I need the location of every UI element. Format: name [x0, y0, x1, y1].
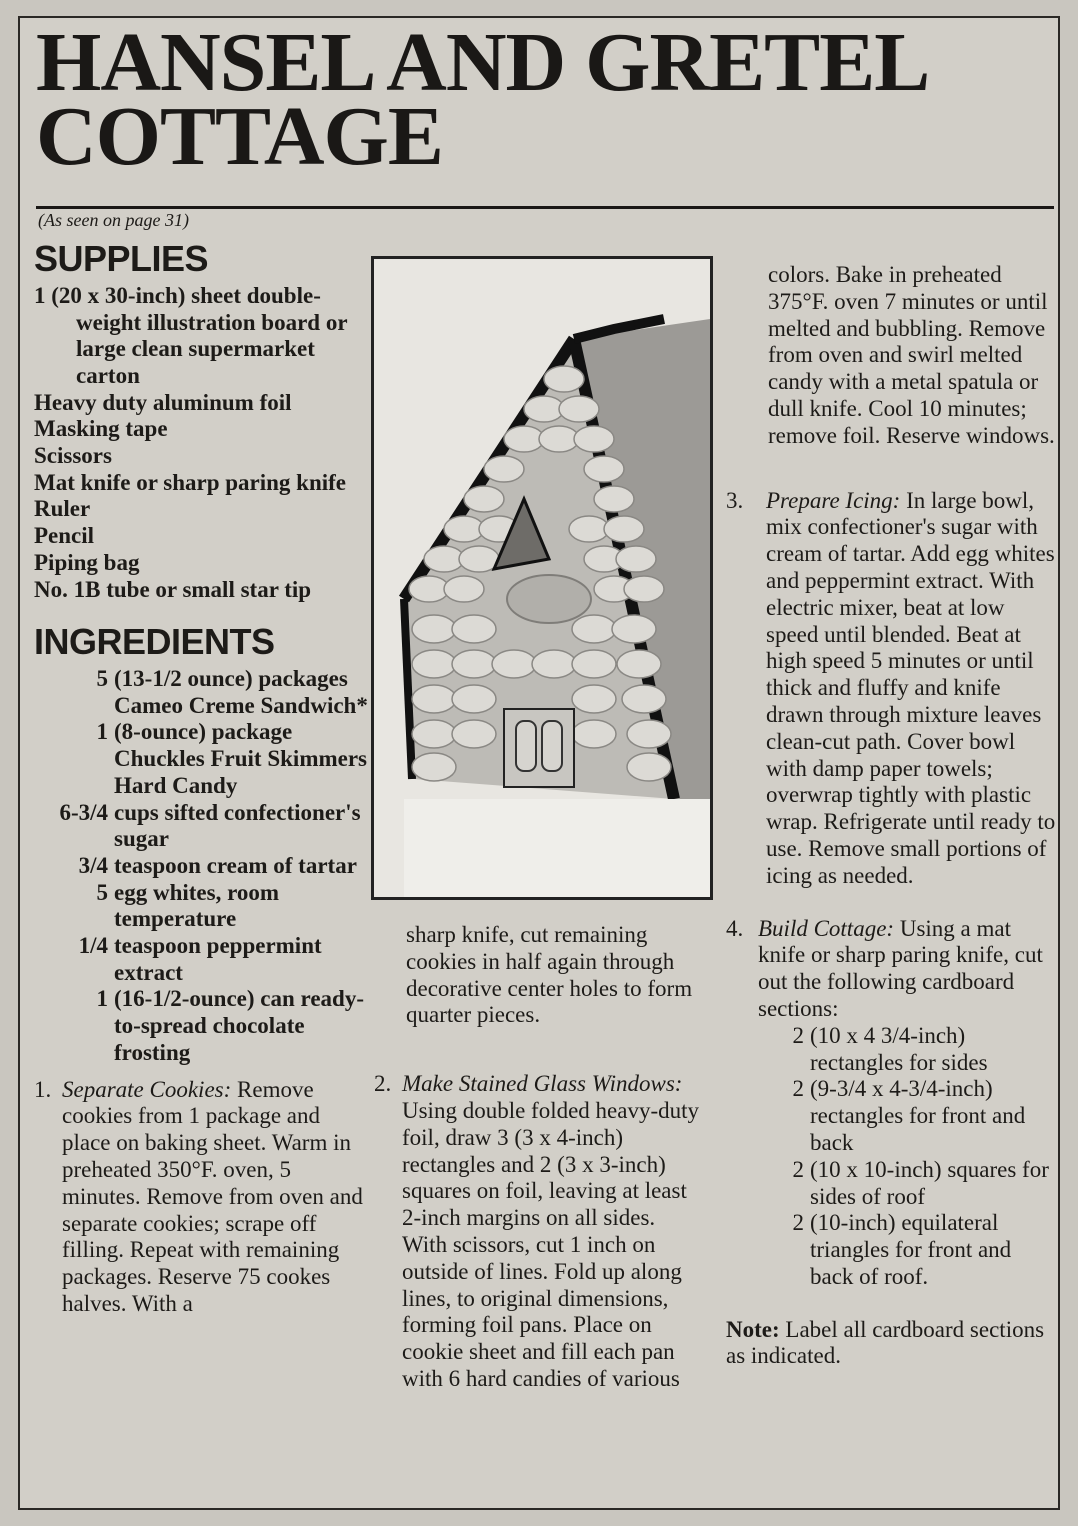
supply-item: No. 1B tube or small star tip — [34, 576, 312, 602]
section-text: (10 x 4 3/4-inch) rectangles for sides — [810, 1022, 988, 1075]
ingredient-qty: 1 — [96, 986, 108, 1012]
ingredient-row — [34, 800, 374, 853]
supply-item: Masking tape — [34, 416, 168, 442]
supply-item: Ruler — [34, 496, 91, 522]
ingredient-text: (13-1/2 ounce) packages Cameo Creme Sandwich* — [114, 666, 368, 718]
ingredient-row — [34, 719, 374, 799]
title-rule — [36, 206, 1054, 209]
ingredient-qty: 3/4 — [78, 852, 108, 878]
ingredient-text: cups sifted confectioner's sugar — [114, 799, 361, 852]
middle-column — [374, 922, 704, 1393]
ingredient-text: teaspoon cream of tartar — [114, 852, 357, 878]
step-4 — [726, 916, 1056, 1023]
ingredient-qty: 1 — [96, 719, 108, 745]
ingredients-heading: INGREDIENTS — [34, 621, 275, 663]
section-row — [726, 1023, 1056, 1077]
step-1-continued: sharp knife, cut remaining cookies in half again through decorative center holes to form quarter pieces. — [406, 922, 693, 1028]
cottage-photo — [371, 256, 713, 900]
ingredient-qty: 5 — [96, 666, 108, 692]
title-line-1: HANSEL AND GRETEL — [36, 16, 930, 109]
step-number: 2. — [374, 1071, 392, 1097]
ingredient-row — [34, 853, 374, 880]
step-text: Using double folded heavy-duty foil, draw 3 (3 x 4-inch) rectangles and 2 (3 x 3-inch) squares on foil, leaving at least 2-inch margins on all sides. With scissors, cut 1 inch on outside of lines. Fold up along lines, to original dimensions, forming foil pans. Place on cookie sheet and fill each pan with 6 hard candies of various — [402, 1097, 700, 1391]
note — [726, 1317, 1056, 1371]
step-number: 4. — [726, 915, 744, 941]
step-number: 1. — [34, 1076, 52, 1102]
page-title — [36, 16, 1016, 183]
step-title: Build Cottage: — [758, 915, 895, 941]
page-reference: (As seen on page 31) — [38, 210, 189, 230]
section-qty: 2 — [792, 1210, 804, 1236]
step-number: 3. — [726, 487, 744, 513]
ingredient-text: egg whites, room temperature — [114, 879, 280, 932]
ingredient-text: teaspoon peppermint extract — [114, 933, 322, 985]
section-text: (9-3/4 x 4-3/4-inch) rectangles for front and back — [810, 1076, 1026, 1155]
note-text: Label all cardboard sections as indicated. — [726, 1316, 1045, 1369]
step-2-continued: colors. Bake in preheated 375°F. oven 7 minutes or until melted and bubbling. Remove from oven and swirl melted candy with a metal spatula or dull knife. Cool 10 minutes; remove foil. Reserve windows. — [768, 262, 1055, 448]
ingredient-row — [34, 933, 374, 986]
step-title: Separate Cookies: — [62, 1076, 232, 1102]
supply-item: Heavy duty aluminum foil — [34, 389, 292, 415]
ingredient-qty: 1/4 — [78, 933, 108, 959]
supply-item: Mat knife or sharp paring knife — [34, 469, 347, 495]
step-3 — [726, 488, 1056, 890]
section-text: (10 x 10-inch) squares for sides of roof — [810, 1156, 1049, 1209]
section-row — [726, 1076, 1056, 1156]
ingredient-qty: 5 — [96, 879, 108, 905]
ingredient-qty: 6-3/4 — [59, 799, 108, 825]
step-text: In large bowl, mix confectioner's sugar with cream of tartar. Add egg whites and peppermint extract. With electric mixer, beat at low speed until blended. Beat at high speed 5 minutes or until thick and fluffy and knife drawn through mixture leaves clean-cut path. Cover bowl with damp paper towels; overwrap tightly with plastic wrap. Refrigerate until ready to use. Remove small portions of icing as needed. — [766, 487, 1056, 888]
title-line-2: COTTAGE — [36, 90, 443, 183]
ingredient-text: (8-ounce) package Chuckles Fruit Skimmers Hard Candy — [114, 719, 367, 798]
ingredients-list — [34, 666, 374, 1067]
gingerbread-cottage-illustration — [374, 259, 710, 897]
section-qty: 2 — [792, 1076, 804, 1102]
step-text: Remove cookies from 1 package and place on baking sheet. Warm in preheated 350°F. oven, 5 minutes. Remove from oven and separate cookies; scrape off filling. Repeat with remaining packages. Reserve 75 cookes halves. With a — [62, 1076, 363, 1316]
step-title: Prepare Icing: — [766, 487, 901, 513]
supplies-list — [34, 283, 374, 603]
step-1 — [34, 1077, 374, 1318]
ingredient-row — [34, 880, 374, 933]
step-title: Make Stained Glass Windows: — [402, 1071, 683, 1097]
section-qty: 2 — [792, 1156, 804, 1182]
supply-item: Piping bag — [34, 549, 140, 575]
section-qty: 2 — [792, 1022, 804, 1048]
cardboard-sections-list — [726, 1023, 1056, 1291]
ingredient-text: (16-1/2-ounce) can ready-to-spread chocolate frosting — [114, 986, 364, 1065]
left-column — [34, 238, 374, 1318]
supply-item: Scissors — [34, 443, 112, 469]
section-row — [726, 1210, 1056, 1290]
right-column — [726, 262, 1056, 1370]
note-label: Note: — [726, 1316, 780, 1342]
ingredient-row — [34, 666, 374, 719]
step-text: Using a mat knife or sharp paring knife, cut out the following cardboard sections: — [758, 915, 1043, 1021]
section-row — [726, 1157, 1056, 1211]
step-2 — [374, 1071, 704, 1393]
supplies-heading: SUPPLIES — [34, 238, 209, 279]
supply-item: 1 (20 x 30-inch) sheet double-weight illustration board or large clean supermarket carton — [34, 282, 348, 388]
section-text: (10-inch) equilateral triangles for front and back of roof. — [810, 1210, 1012, 1289]
ingredient-row — [34, 986, 374, 1066]
supply-item: Pencil — [34, 523, 95, 549]
